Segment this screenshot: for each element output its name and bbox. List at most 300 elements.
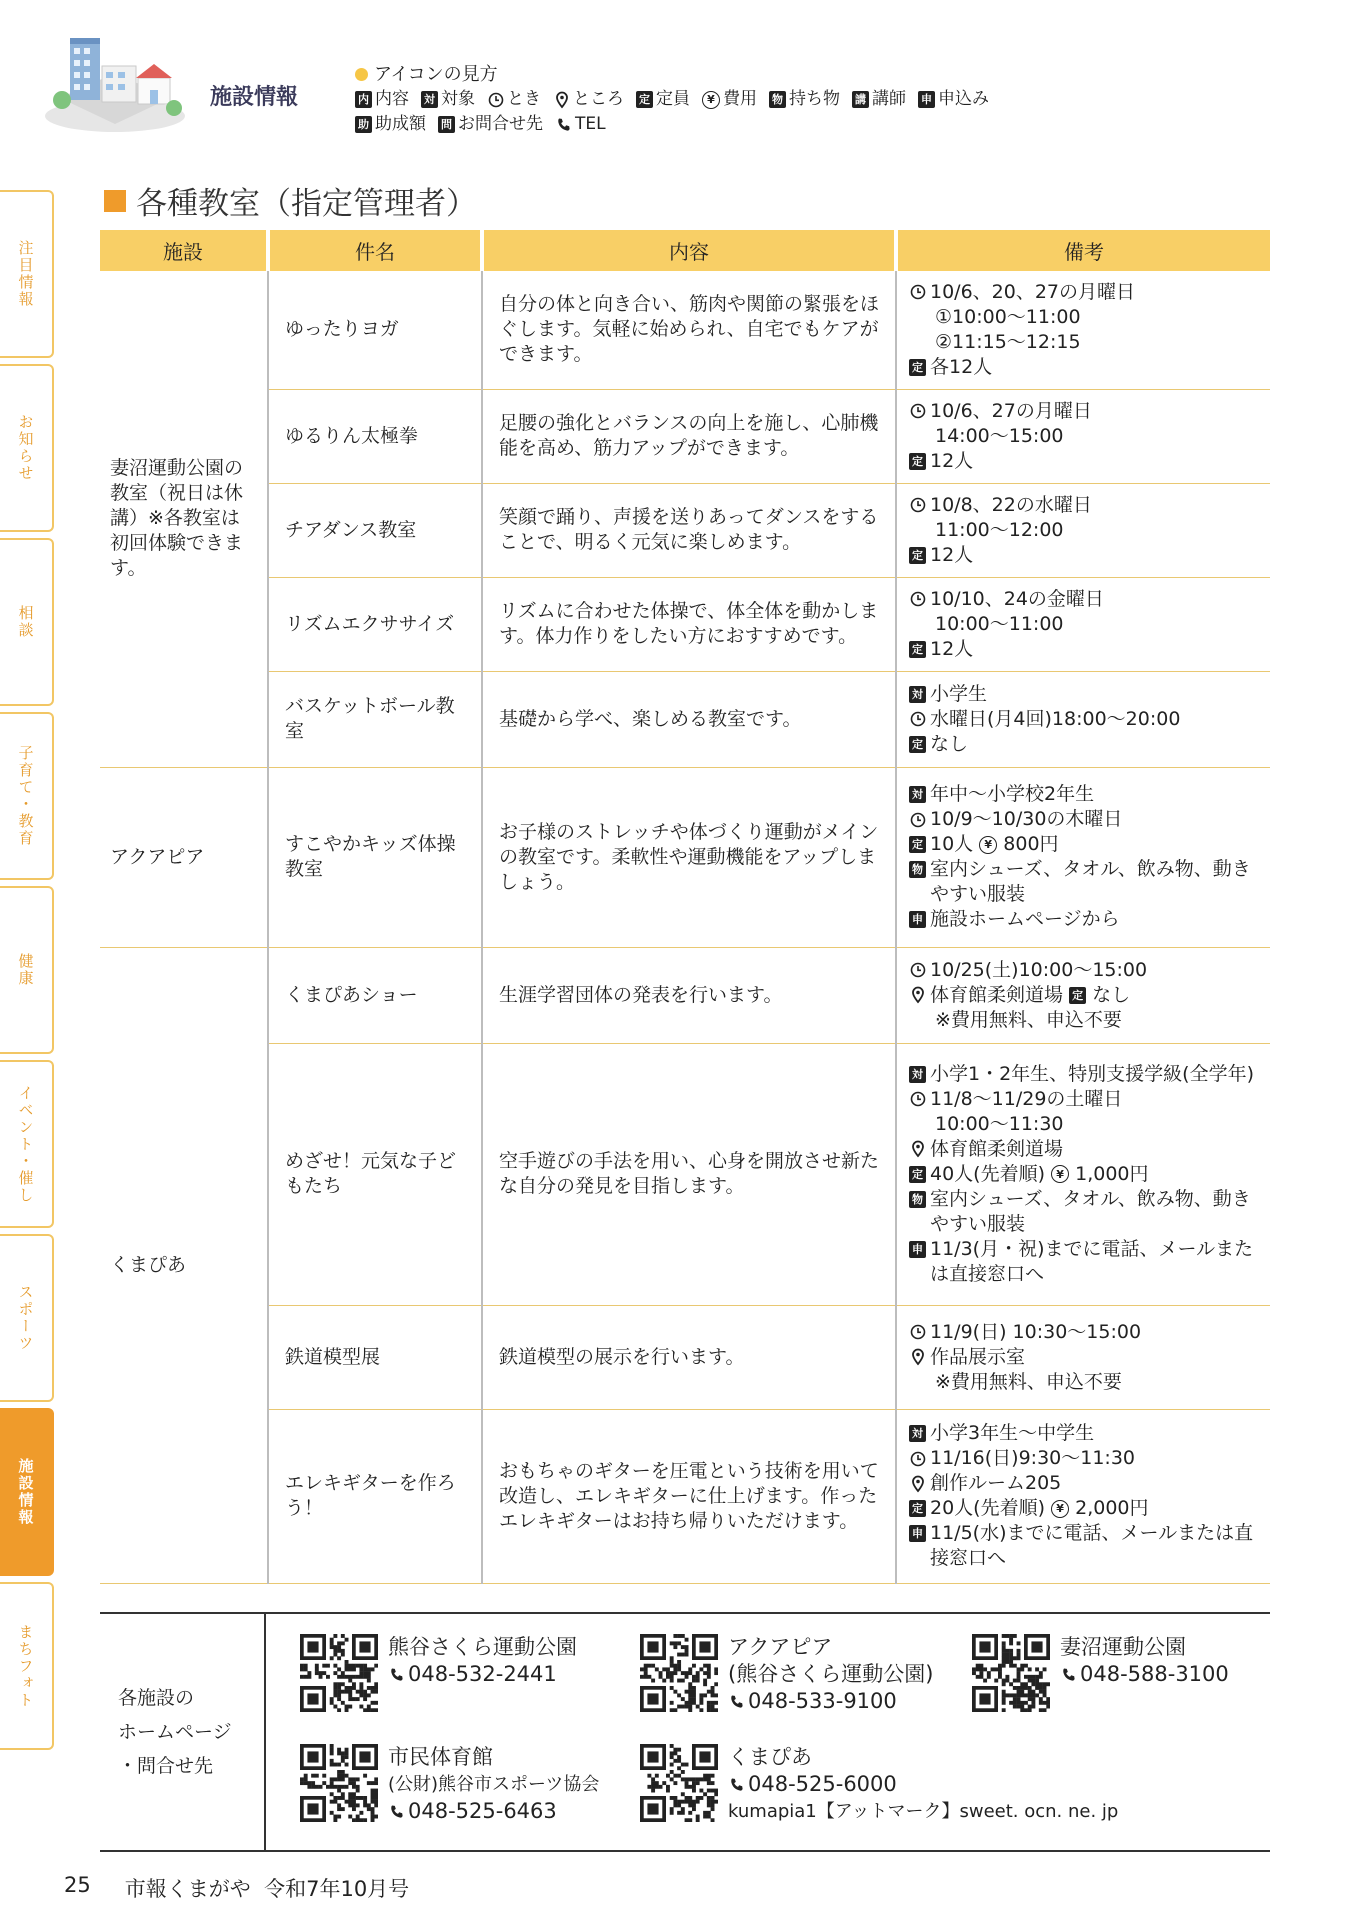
class-name-cell: 鉄道模型展 [268, 1305, 482, 1409]
legend-label: ところ [573, 89, 624, 109]
facility-cell: 妻沼運動公園の教室（祝日は休講）※各教室は初回体験できます。 [100, 271, 268, 767]
side-tab[interactable] [0, 538, 54, 706]
note-value: 10/10、24の金曜日 [930, 587, 1104, 610]
side-tab[interactable] [0, 1408, 54, 1576]
class-content-cell: 鉄道模型の展示を行います。 [482, 1305, 896, 1409]
contact-entry [300, 1634, 577, 1712]
target-box-icon: 対 [909, 1425, 926, 1442]
publication-name: 市報くまがや [124, 1877, 251, 1901]
pin-icon [909, 987, 926, 1004]
clock-icon [909, 1324, 926, 1341]
class-name-cell: くまぴあショー [268, 947, 482, 1043]
page-category-title: 施設情報 [210, 85, 299, 110]
note-text [930, 1521, 1264, 1571]
legend-label: 申込み [938, 89, 989, 109]
note-line [909, 1008, 1264, 1033]
note-value: なし [930, 732, 969, 755]
phone-icon [728, 1776, 745, 1793]
note-line [909, 518, 1264, 543]
contact-tel-number[interactable]: 048-532-2441 [408, 1662, 557, 1686]
note-line [909, 1162, 1264, 1187]
table-row [100, 271, 1270, 389]
clock-icon [909, 591, 926, 608]
clock-icon [487, 91, 504, 108]
class-notes-cell [896, 767, 1270, 947]
note-value: ※費用無料、申込不要 [935, 1008, 1122, 1031]
contact-tel[interactable] [728, 1771, 1118, 1798]
facility-cell: くまぴあ [100, 947, 268, 1583]
capacity-box-icon: 定 [909, 359, 926, 376]
note-line [909, 399, 1264, 424]
capacity-box-icon: 定 [909, 836, 926, 853]
note-value: 10:00～11:00 [935, 612, 1064, 635]
class-notes-cell [896, 1409, 1270, 1583]
legend-item [852, 87, 906, 112]
qr-code-icon[interactable] [640, 1634, 718, 1712]
class-content-cell: 笑顔で踊り、声援を送りあってダンスをすることで、明るく元気に楽しめます。 [482, 483, 896, 577]
legend-label: 持ち物 [789, 89, 840, 109]
table-row [100, 577, 1270, 671]
header-content: 内容 [482, 230, 896, 271]
note-line [909, 587, 1264, 612]
note-text [930, 587, 1264, 612]
legend-item [438, 112, 543, 137]
class-notes-cell [896, 483, 1270, 577]
side-tab-label: 施設情報 [16, 1458, 35, 1526]
note-text [930, 1187, 1264, 1237]
note-line [909, 1446, 1264, 1471]
note-text [930, 1137, 1264, 1162]
legend-item [555, 112, 606, 137]
belongings-box-icon: 物 [769, 91, 786, 108]
note-value: 20人(先着順) [930, 1497, 1046, 1519]
apply-box-icon: 申 [909, 1241, 926, 1258]
note-line [909, 782, 1264, 807]
note-text [909, 305, 1264, 330]
legend-label: 費用 [723, 89, 757, 109]
header-notes: 備考 [896, 230, 1270, 271]
note-text [930, 1345, 1264, 1370]
table-row [100, 389, 1270, 483]
note-text [930, 707, 1264, 732]
note-text [930, 493, 1264, 518]
side-tab-label: 健康 [16, 953, 35, 987]
page-footer [64, 1873, 409, 1903]
table-row [100, 1305, 1270, 1409]
note-value: 11/16(日)9:30～11:30 [930, 1447, 1136, 1469]
contacts-box [100, 1612, 1270, 1852]
note-text [930, 1446, 1264, 1471]
qr-code-icon[interactable] [972, 1634, 1050, 1712]
table-row [100, 671, 1270, 767]
note-line [909, 449, 1264, 474]
class-name-cell: めざせ！元気な子どもたち [268, 1043, 482, 1305]
legend-label: 対象 [441, 89, 475, 109]
note-text [930, 280, 1264, 305]
note-value: 各12人 [930, 355, 993, 378]
contact-tel-number[interactable]: 048-525-6463 [408, 1799, 557, 1823]
note-value: 10/6、27の月曜日 [930, 399, 1092, 422]
class-name-cell: チアダンス教室 [268, 483, 482, 577]
note-text [930, 1062, 1264, 1087]
note-text [930, 1496, 1264, 1521]
contacts-label-line: 各施設の [118, 1687, 195, 1709]
class-notes-cell [896, 671, 1270, 767]
side-tab-label: まちフォト [16, 1623, 35, 1709]
subsidy-box-icon: 助 [355, 116, 372, 133]
content-box-icon: 内 [355, 91, 372, 108]
side-tab[interactable] [0, 364, 54, 532]
side-tab[interactable] [0, 1234, 54, 1402]
legend-label: 講師 [872, 89, 906, 109]
note-value: 12人 [930, 543, 974, 566]
note-line [909, 1320, 1264, 1345]
legend-bullet-icon [355, 68, 368, 81]
note-text [930, 637, 1264, 662]
note-value: 11/9(日) 10:30～15:00 [930, 1320, 1142, 1343]
note-value: 12人 [930, 449, 974, 472]
note-line [909, 1345, 1264, 1370]
class-content-cell: 自分の体と向き合い、筋肉や関節の緊張をほぐします。気軽に始められ、自宅でもケアができます。 [482, 271, 896, 389]
contacts-label-line: ホームページ [118, 1721, 232, 1743]
contact-email[interactable]: kumapia1【アットマーク】sweet. ocn. ne. jp [728, 1801, 1119, 1822]
table-row [100, 1043, 1270, 1305]
note-line [909, 1471, 1264, 1496]
note-text [930, 355, 1264, 380]
class-content-cell: おもちゃのギターを圧電という技術を用いて改造し、エレキギターに仕上げます。作ったエレキギターはお持ち帰りいただけます。 [482, 1409, 896, 1583]
class-name-cell: リズムエクササイズ [268, 577, 482, 671]
contact-sub: (熊谷さくら運動公園) [728, 1662, 934, 1686]
note-text [909, 612, 1264, 637]
pin-icon [909, 1475, 926, 1492]
note-value: 10/6、20、27の月曜日 [930, 280, 1136, 303]
note-value: ②11:15～12:15 [935, 330, 1081, 353]
phone-icon [728, 1693, 745, 1710]
legend-item [636, 87, 690, 112]
contacts-label [100, 1614, 266, 1850]
capacity-box-icon: 定 [909, 1500, 926, 1517]
side-tab[interactable] [0, 712, 54, 880]
class-notes-cell [896, 947, 1270, 1043]
contact-info [728, 1744, 1118, 1825]
page-number: 25 [64, 1873, 91, 1897]
legend-label: 定員 [656, 89, 690, 109]
clock-icon [909, 962, 926, 979]
note-line [909, 907, 1264, 932]
legend-label: とき [507, 89, 541, 109]
note-value: 水曜日(月4回)18:00～20:00 [930, 707, 1181, 730]
note-value: 室内シューズ、タオル、飲み物、動きやすい服装 [930, 1187, 1251, 1235]
contact-sub: (公財)熊谷市スポーツ協会 [388, 1774, 600, 1795]
contact-name: 妻沼運動公園 [1060, 1635, 1186, 1659]
qr-code-icon[interactable] [300, 1634, 378, 1712]
yen-icon: ¥ [702, 91, 720, 109]
note-text [930, 732, 1264, 757]
class-notes-cell [896, 577, 1270, 671]
side-tab-label: イベント・催し [16, 1084, 35, 1204]
class-notes-cell [896, 389, 1270, 483]
note-extra-value: 800円 [1003, 833, 1059, 855]
apply-box-icon: 申 [909, 911, 926, 928]
note-line [909, 493, 1264, 518]
note-line [909, 1521, 1264, 1571]
note-text [930, 543, 1264, 568]
capacity-box-icon: 定 [909, 1166, 926, 1183]
contact-entry [640, 1744, 1118, 1825]
note-text [930, 958, 1264, 983]
contact-entry [640, 1634, 933, 1715]
note-value: 12人 [930, 637, 974, 660]
note-line [909, 1237, 1264, 1287]
note-line [909, 732, 1264, 757]
side-tab-label: 子育て・教育 [16, 745, 35, 847]
contact-name: 市民体育館 [388, 1745, 493, 1769]
table-header-row [100, 230, 1270, 271]
legend-item [918, 87, 989, 112]
clock-icon [909, 497, 926, 514]
target-box-icon: 対 [909, 1066, 926, 1083]
note-value: ①10:00～11:00 [935, 305, 1081, 328]
contact-tel[interactable] [388, 1661, 577, 1688]
class-content-cell: 生涯学習団体の発表を行います。 [482, 947, 896, 1043]
class-content-cell: リズムに合わせた体操で、体全体を動かします。体力作りをしたい方におすすめです。 [482, 577, 896, 671]
header-title: 件名 [268, 230, 482, 271]
note-text [909, 1008, 1264, 1033]
clock-icon [909, 403, 926, 420]
apply-box-icon: 申 [918, 91, 935, 108]
contact-name: アクアピア [728, 1635, 833, 1659]
clock-icon [909, 284, 926, 301]
note-line [909, 832, 1264, 857]
note-text [930, 782, 1264, 807]
class-name-cell: すこやかキッズ体操教室 [268, 767, 482, 947]
note-value: 10/9～10/30の木曜日 [930, 808, 1123, 830]
facility-buildings-illustration [40, 28, 190, 133]
note-value: 11/5(水)までに電話、メールまたは直接窓口へ [930, 1522, 1254, 1569]
note-line [909, 807, 1264, 832]
note-value: 創作ルーム205 [930, 1472, 1062, 1494]
contact-entry [972, 1634, 1229, 1712]
note-line [909, 330, 1264, 355]
note-line [909, 1421, 1264, 1446]
lecturer-box-icon: 講 [852, 91, 869, 108]
contact-tel-number[interactable]: 048-533-9100 [748, 1689, 897, 1713]
note-line [909, 857, 1264, 907]
target-box-icon: 対 [909, 786, 926, 803]
note-value: 小学生 [930, 682, 988, 705]
contact-name: 熊谷さくら運動公園 [388, 1635, 577, 1659]
section-title: 各種教室（指定管理者） [136, 186, 477, 222]
note-text [909, 518, 1264, 543]
clock-icon [909, 1091, 926, 1108]
facility-cell: アクアピア [100, 767, 268, 947]
belongings-box-icon: 物 [909, 861, 926, 878]
belongings-box-icon: 物 [909, 1191, 926, 1208]
note-text [930, 1087, 1264, 1112]
side-tab[interactable] [0, 1582, 54, 1750]
note-value: 11/3(月・祝)までに電話、メールまたは直接窓口へ [930, 1237, 1254, 1285]
note-line [909, 1187, 1264, 1237]
pin-icon [909, 1141, 926, 1158]
side-tab[interactable] [0, 190, 54, 358]
contact-entry [300, 1744, 599, 1825]
clock-icon [909, 1450, 926, 1467]
note-line [909, 612, 1264, 637]
note-value: 10/25(土)10:00～15:00 [930, 958, 1148, 981]
note-text [930, 1320, 1264, 1345]
note-line [909, 958, 1264, 983]
note-line [909, 1496, 1264, 1521]
table-row [100, 767, 1270, 947]
yen-icon: ¥ [1051, 1500, 1069, 1518]
capacity-box-icon: 定 [909, 547, 926, 564]
note-text [930, 449, 1264, 474]
note-line [909, 707, 1264, 732]
note-text [930, 399, 1264, 424]
note-value: 小学3年生～中学生 [930, 1422, 1095, 1444]
contact-tel[interactable] [728, 1688, 933, 1715]
note-line [909, 1112, 1264, 1137]
note-value: ※費用無料、申込不要 [935, 1370, 1122, 1393]
note-text [909, 1370, 1264, 1395]
contact-tel[interactable] [1060, 1661, 1229, 1688]
apply-box-icon: 申 [909, 1525, 926, 1542]
clock-icon [909, 711, 926, 728]
note-text [930, 682, 1264, 707]
note-line [909, 682, 1264, 707]
note-value: 11:00～12:00 [935, 518, 1064, 541]
inquiry-box-icon: 問 [438, 116, 455, 133]
capacity-box-icon: 定 [909, 641, 926, 658]
note-value: 施設ホームページから [930, 908, 1120, 930]
note-line [909, 305, 1264, 330]
side-tab[interactable] [0, 1060, 54, 1228]
note-text [930, 832, 1264, 857]
table-row [100, 947, 1270, 1043]
note-value: 10:00～11:30 [935, 1112, 1064, 1135]
legend-title: アイコンの見方 [374, 64, 498, 85]
side-tab-label: 注目情報 [16, 240, 35, 308]
header-facility: 施設 [100, 230, 268, 271]
note-extra-value: なし [1092, 983, 1131, 1006]
contact-info [388, 1634, 577, 1712]
note-line [909, 280, 1264, 305]
contact-tel-number[interactable]: 048-588-3100 [1080, 1662, 1229, 1686]
note-text [930, 983, 1264, 1008]
legend-item [421, 87, 475, 112]
legend-item [355, 112, 426, 137]
legend-item [769, 87, 840, 112]
class-name-cell: エレキギターを作ろう！ [268, 1409, 482, 1583]
yen-icon: ¥ [979, 836, 997, 854]
contact-tel-number[interactable]: 048-525-6000 [748, 1772, 897, 1796]
note-value: 年中～小学校2年生 [930, 783, 1095, 805]
legend-item [553, 87, 624, 112]
note-line [909, 355, 1264, 380]
legend-item [355, 87, 409, 112]
heading-square-icon [104, 190, 126, 212]
note-value: 体育館柔剣道場 [930, 1137, 1064, 1160]
class-content-cell: お子様のストレッチや体づくり運動がメインの教室です。柔軟性や運動機能をアップしましょう。 [482, 767, 896, 947]
note-line [909, 1062, 1264, 1087]
table-row [100, 483, 1270, 577]
note-value: 11/8～11/29の土曜日 [930, 1087, 1123, 1110]
class-content-cell: 足腰の強化とバランスの向上を施し、心肺機能を高め、筋力アップができます。 [482, 389, 896, 483]
target-box-icon: 対 [909, 686, 926, 703]
class-notes-cell [896, 271, 1270, 389]
side-tab[interactable] [0, 886, 54, 1054]
class-name-cell: バスケットボール教室 [268, 671, 482, 767]
legend-item [487, 87, 541, 112]
table-row [100, 1409, 1270, 1583]
note-value: 10/8、22の水曜日 [930, 493, 1092, 516]
note-line [909, 424, 1264, 449]
capacity-box-icon: 定 [909, 736, 926, 753]
contact-info [728, 1634, 933, 1715]
legend-item [702, 87, 757, 112]
note-value: 14:00～15:00 [935, 424, 1064, 447]
phone-icon [555, 116, 572, 133]
qr-code-icon[interactable] [300, 1744, 378, 1822]
contact-info [388, 1744, 599, 1825]
side-tab-label: 相談 [16, 605, 35, 639]
class-notes-cell [896, 1305, 1270, 1409]
side-index-tabs [0, 190, 54, 1756]
issue-label: 令和7年10月号 [264, 1877, 410, 1901]
phone-icon [388, 1803, 405, 1820]
note-text [930, 1471, 1264, 1496]
note-line [909, 1137, 1264, 1162]
legend-label: 内容 [375, 89, 409, 109]
note-text [930, 857, 1264, 907]
class-content-cell: 空手遊びの手法を用い、心身を開放させ新たな自分の発見を目指します。 [482, 1043, 896, 1305]
contact-tel[interactable] [388, 1798, 599, 1825]
legend-label: お問合せ先 [458, 114, 543, 134]
note-value: 作品展示室 [930, 1345, 1026, 1368]
class-content-cell: 基礎から学べ、楽しめる教室です。 [482, 671, 896, 767]
note-line [909, 1087, 1264, 1112]
note-text [909, 330, 1264, 355]
phone-icon [1060, 1666, 1077, 1683]
note-value: 体育館柔剣道場 [930, 983, 1064, 1006]
note-value: 室内シューズ、タオル、飲み物、動きやすい服装 [930, 858, 1251, 905]
note-text [909, 1112, 1264, 1137]
yen-icon: ¥ [1051, 1165, 1069, 1183]
note-line [909, 983, 1264, 1008]
side-tab-label: お知らせ [16, 414, 35, 482]
capacity-box-icon: 定 [909, 453, 926, 470]
note-value: 10人 [930, 833, 974, 855]
target-box-icon: 対 [421, 91, 438, 108]
clock-icon [909, 811, 926, 828]
qr-code-icon[interactable] [640, 1744, 718, 1822]
note-value: 40人(先着順) [930, 1162, 1046, 1185]
class-notes-cell [896, 1043, 1270, 1305]
capacity-box-icon: 定 [1069, 987, 1086, 1004]
note-text [930, 1237, 1264, 1287]
note-text [930, 807, 1264, 832]
note-line [909, 637, 1264, 662]
note-text [930, 1421, 1264, 1446]
contact-name: くまぴあ [728, 1745, 812, 1769]
pin-icon [553, 91, 570, 108]
note-line [909, 1370, 1264, 1395]
contacts-label-line: ・問合せ先 [118, 1755, 214, 1777]
capacity-box-icon: 定 [636, 91, 653, 108]
note-extra-value: 1,000円 [1075, 1162, 1149, 1185]
note-line [909, 543, 1264, 568]
note-text [909, 424, 1264, 449]
